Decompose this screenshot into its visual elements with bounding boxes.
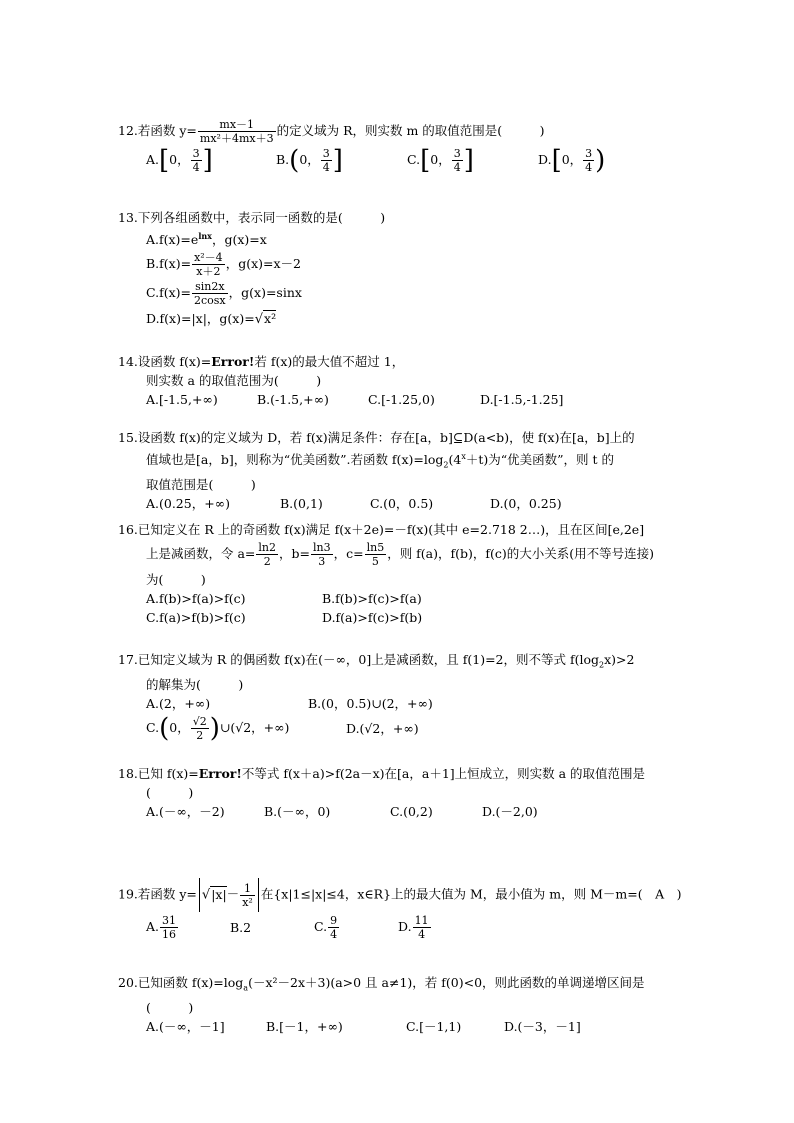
option-text: ，g(x)=x <box>211 232 267 248</box>
stem-text: 的定义域为 R，则实数 m 的取值范围是( ) <box>276 123 545 138</box>
bracket: ( <box>289 145 300 176</box>
denominator: 4 <box>418 928 426 941</box>
fraction <box>240 882 255 909</box>
error-field: Error! <box>211 354 255 369</box>
stem-text: 上是减函数，令 a= <box>146 546 256 561</box>
stem-text: 19.若函数 y= <box>118 886 197 902</box>
fraction <box>583 147 594 174</box>
option-label: C. <box>407 152 421 167</box>
stem-text: ( ) <box>146 999 194 1015</box>
option-a[interactable]: A.(0.25，+∞) <box>146 495 230 511</box>
option-a[interactable]: A.(－∞，－1] <box>146 1018 225 1034</box>
option-text: 0， <box>561 152 583 167</box>
stem-text: ，则 f(a)，f(b)，f(c)的大小关系(用不等号连接) <box>387 546 655 561</box>
option-b[interactable]: B.2 <box>230 920 252 935</box>
stem-text: 若函数 y= <box>137 123 197 138</box>
option-text: ，g(x)=x－2 <box>225 256 301 272</box>
option-b[interactable] <box>276 147 407 174</box>
stem-text: ( ) <box>146 785 194 800</box>
question-20 <box>118 973 708 1036</box>
question-12-options <box>118 147 708 174</box>
option-label: D. <box>398 919 412 934</box>
fraction <box>321 147 332 174</box>
question-12-stem <box>118 118 708 145</box>
stem-text: 为( ) <box>146 572 206 587</box>
numerator: ln3 <box>313 541 331 554</box>
option-d[interactable]: D.(－3，－1] <box>504 1018 581 1034</box>
bracket: ) <box>209 713 220 743</box>
option-text: A.f(x)=e <box>146 232 199 248</box>
question-19-options <box>118 914 708 941</box>
stem-text: 15.设函数 f(x)的定义域为 D，若 f(x)满足条件：存在[a，b]⊆D(a<b)，使 f(x)在[a，b]上的 <box>118 430 635 445</box>
option-c[interactable]: C.[-1.25,0) <box>368 392 435 407</box>
radicand: x² <box>264 311 277 327</box>
denominator: 4 <box>322 161 330 174</box>
stem-text <box>118 650 708 675</box>
question-15-options <box>118 494 708 513</box>
question-15 <box>118 428 708 513</box>
bracket: [ <box>159 145 170 176</box>
denominator: x＋2 <box>196 265 221 279</box>
option-b[interactable]: B.(－∞，0) <box>264 804 331 819</box>
stem-text <box>118 973 708 998</box>
stem-text: 14.设函数 f(x)= <box>118 354 212 369</box>
option-a[interactable] <box>146 147 276 174</box>
question-14-stem <box>118 352 708 371</box>
numerator: 3 <box>585 147 593 160</box>
denominator: 2 <box>196 728 204 742</box>
option-b[interactable] <box>118 251 708 278</box>
option-text: C.f(x)= <box>146 285 191 301</box>
question-18-options <box>118 802 708 821</box>
option-b[interactable]: B.(0，0.5)∪(2，+∞) <box>308 695 433 711</box>
stem-text: ，c= <box>333 546 364 561</box>
stem-text: 17.已知定义域为 R 的偶函数 f(x)在(－∞，0]上是减函数，且 f(1)=2，则不等式 f(log <box>118 652 599 667</box>
stem-text: 不等式 f(x＋a)>f(2a－x)在[a，a＋1]上恒成立，则实数 a 的取值范围是 <box>241 766 646 781</box>
numerator: √2 <box>192 714 207 728</box>
option-label: A. <box>146 919 160 934</box>
question-18 <box>118 764 708 821</box>
option-d[interactable] <box>118 309 708 329</box>
option-text: 0， <box>169 152 190 167</box>
subscript: a <box>243 983 249 993</box>
question-16-options-row2 <box>118 608 708 627</box>
question-14 <box>118 352 708 409</box>
option-b[interactable]: B.(0,1) <box>280 495 323 511</box>
option-a[interactable]: A.(－∞，－2) <box>146 804 225 819</box>
bracket: ( <box>159 713 170 743</box>
option-d[interactable]: D.[-1.5,-1.25] <box>480 392 564 407</box>
fraction <box>365 541 387 568</box>
numerator: mx－1 <box>198 118 276 132</box>
fraction <box>192 280 228 307</box>
bracket: ] <box>202 145 213 176</box>
option-d[interactable]: D.(0，0.25) <box>490 495 562 511</box>
error-field: Error! <box>198 766 242 781</box>
option-text: ，g(x)=sinx <box>228 285 302 301</box>
question-16-options-row1 <box>118 589 708 608</box>
option-label: D. <box>538 152 552 167</box>
numerator: 1 <box>240 882 255 896</box>
option-c[interactable] <box>146 715 346 742</box>
option-c[interactable] <box>407 147 538 174</box>
radical-sign: √ <box>254 312 264 328</box>
denominator: 4 <box>192 161 200 174</box>
numerator: sin2x <box>192 280 228 294</box>
stem-text: 20.已知函数 f(x)=log <box>118 975 244 990</box>
stem-text: 16.已知定义在 R 上的奇函数 f(x)满足 f(x＋2e)=－f(x)(其中 e=2.718 2…)，且在区间[e,2e] <box>118 522 645 537</box>
stem-text: 的解集为( ) <box>146 676 244 692</box>
denominator: 16 <box>162 928 177 941</box>
abs-bar-left <box>199 878 200 912</box>
stem-text <box>118 541 708 568</box>
option-label: C. <box>146 719 160 735</box>
question-13-stem: 13.下列各组函数中，表示同一函数的是( ) <box>118 210 386 225</box>
denominator: mx²＋4mx＋3 <box>199 132 274 145</box>
numerator: ln2 <box>258 541 277 554</box>
question-13 <box>118 208 708 329</box>
question-17 <box>118 650 708 742</box>
stem-text: 值域也是[a，b]，则称为“优美函数”.若函数 f(x)=log <box>146 452 444 468</box>
numerator: 3 <box>453 147 461 160</box>
fraction <box>160 914 178 941</box>
question-14-options <box>118 390 708 409</box>
stem-text: 取值范围是( ) <box>146 476 256 492</box>
bracket: [ <box>420 145 431 176</box>
stem-text: (－x²－2x＋3)(a>0 且 a≠1)，若 f(0)<0，则此函数的单调递增区间是 <box>248 975 645 990</box>
option-text: 0， <box>169 719 190 735</box>
stem-text: 则实数 a 的取值范围为( ) <box>146 373 322 388</box>
option-b[interactable]: B.f(b)>f(c)>f(a) <box>322 591 422 606</box>
option-d[interactable]: D.(√2，+∞) <box>346 720 419 736</box>
option-label: C. <box>314 919 328 934</box>
bracket: ) <box>595 145 606 176</box>
option-a[interactable]: A.[-1.5,+∞) <box>146 392 218 407</box>
denominator: 3 <box>318 555 326 568</box>
option-label: B. <box>276 152 290 167</box>
bracket: [ <box>551 145 562 176</box>
fraction <box>192 251 225 278</box>
question-19 <box>118 878 708 941</box>
fraction <box>191 147 202 174</box>
numerator: x²－4 <box>194 251 223 265</box>
bracket: ] <box>332 145 343 176</box>
subscript: 2 <box>443 460 449 470</box>
stem-text <box>118 878 708 912</box>
option-text: 0， <box>430 152 451 167</box>
radical-sign: √ <box>201 887 211 903</box>
fraction <box>328 914 339 941</box>
option-a[interactable] <box>146 914 230 941</box>
fraction <box>452 147 463 174</box>
fraction <box>191 715 209 742</box>
denominator: 4 <box>453 161 461 174</box>
question-number: 12. <box>118 123 138 138</box>
question-20-options <box>118 1017 708 1036</box>
fraction <box>413 914 431 941</box>
denominator: 5 <box>371 555 379 568</box>
option-c[interactable]: C.(0,2) <box>390 804 433 819</box>
option-b[interactable]: B.[－1，+∞) <box>266 1018 343 1034</box>
numerator: 9 <box>330 914 338 927</box>
option-c[interactable]: C.[－1,1) <box>406 1018 462 1034</box>
question-17-options-row2 <box>118 715 708 742</box>
stem-text: ＋t)为“优美函数”，则 t 的 <box>465 452 614 468</box>
numerator: ln5 <box>366 541 385 554</box>
question-12 <box>118 118 708 174</box>
stem-text: (4 <box>448 452 462 468</box>
option-c[interactable]: C.(0，0.5) <box>370 495 434 511</box>
stem-text: 在{x|1≤|x|≤4，x∈R}上的最大值为 M，最小值为 m，则 M－m=( A ) <box>260 886 682 902</box>
option-a[interactable]: A.(2，+∞) <box>146 695 211 711</box>
denominator: 4 <box>585 161 593 174</box>
stem-text: ，b= <box>279 546 310 561</box>
denominator: 2cosx <box>194 294 226 308</box>
option-b[interactable]: B.(-1.5,+∞) <box>257 392 329 407</box>
numerator: 31 <box>162 914 177 927</box>
option-text: ∪(√2，+∞) <box>219 719 290 735</box>
operator: － <box>226 886 240 902</box>
numerator: 11 <box>414 914 429 927</box>
numerator: 3 <box>322 147 330 160</box>
stem-text <box>118 447 708 475</box>
fraction <box>311 541 333 568</box>
abs-bar-right <box>258 878 259 912</box>
stem-text: 18.已知 f(x)= <box>118 766 199 781</box>
superscript: lnx <box>198 231 212 241</box>
question-17-options-row1 <box>118 694 708 713</box>
option-d[interactable] <box>538 147 605 174</box>
option-a[interactable] <box>118 227 708 249</box>
option-d[interactable] <box>398 914 432 941</box>
stem-text: 若 f(x)的最大值不超过 1， <box>254 354 405 369</box>
bracket: ] <box>463 145 474 176</box>
option-c[interactable] <box>118 280 708 307</box>
option-a[interactable]: A.f(b)>f(a)>f(c) <box>146 591 246 606</box>
fraction <box>256 541 278 568</box>
denominator: x² <box>242 895 253 909</box>
radicand: |x| <box>211 886 227 902</box>
fraction <box>198 118 276 145</box>
numerator: 3 <box>192 147 200 160</box>
option-c[interactable] <box>314 914 398 941</box>
stem-text <box>118 764 708 783</box>
option-text: 0， <box>299 152 320 167</box>
stem-text: x)>2 <box>604 652 635 667</box>
option-d[interactable]: D.(－2,0) <box>482 804 538 819</box>
option-text: B.f(x)= <box>146 256 192 272</box>
question-16 <box>118 520 708 627</box>
denominator: 2 <box>263 555 271 568</box>
subscript: 2 <box>599 660 605 670</box>
option-d[interactable]: D.f(a)>f(c)>f(b) <box>322 610 423 625</box>
option-label: A. <box>146 152 160 167</box>
denominator: 4 <box>330 928 338 941</box>
superscript: x <box>461 452 466 461</box>
option-text: D.f(x)=|x|，g(x)= <box>146 311 255 327</box>
option-c[interactable]: C.f(a)>f(b)>f(c) <box>146 610 246 625</box>
